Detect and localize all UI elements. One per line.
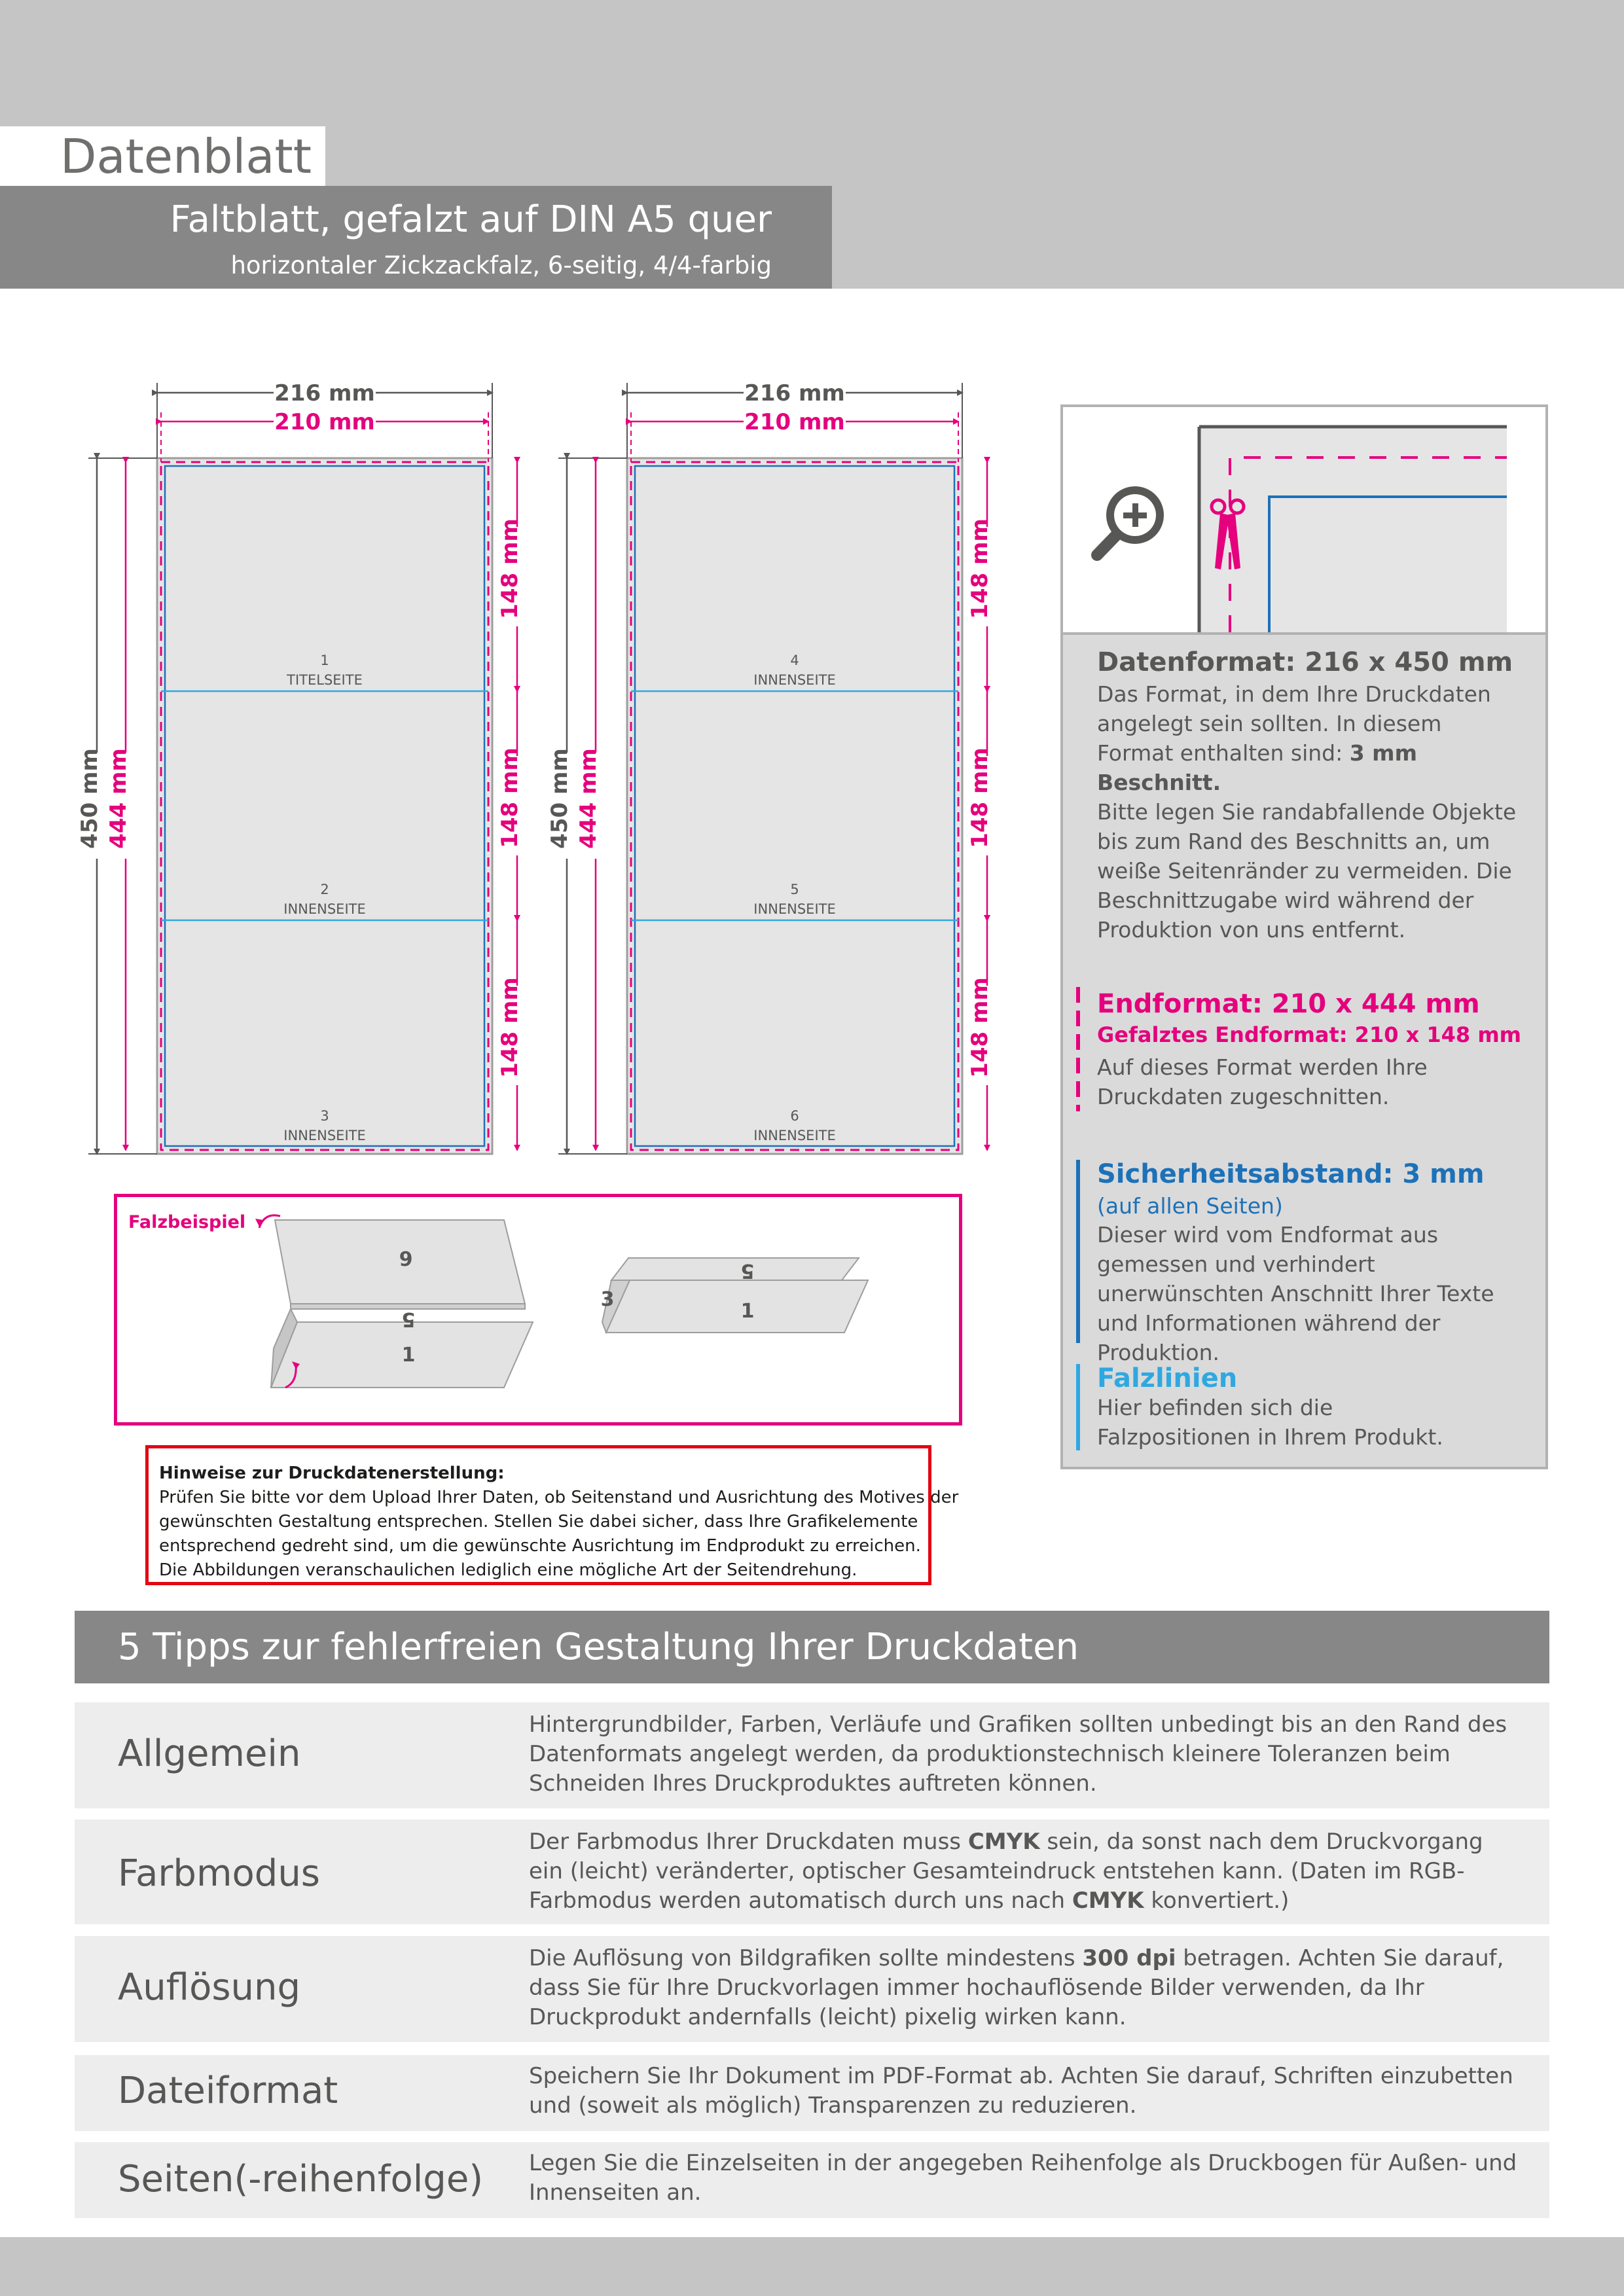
panel-number: 1 <box>320 653 329 668</box>
sicherheit-bar <box>1076 1160 1080 1343</box>
tip-row <box>75 2055 1549 2131</box>
hint-line: entsprechend gedreht sind, um die gewünschte Ausrichtung im Endprodukt zu erreichen. <box>159 1536 921 1556</box>
svg-text:1: 1 <box>740 1300 755 1323</box>
tip-text: Hintergrundbilder, Farben, Verläufe und Grafiken sollten unbedingt bis an den Rand des Datenformats angelegt werden, da produktionstechnisch kleinere Toleranzen beim Schneiden Ihres Druckproduktes auftreten können. <box>529 1712 1507 1797</box>
tip-label: Seiten(-reihenfolge) <box>118 2158 484 2200</box>
sicherheit-title: Sicherheitsabstand: 3 mm <box>1097 1159 1485 1189</box>
width-outer-label: 216 mm <box>744 380 845 406</box>
sicherheit-subtitle: (auf allen Seiten) <box>1097 1193 1283 1219</box>
format-diagram <box>0 367 1021 1178</box>
tip-label: Dateiformat <box>118 2070 338 2112</box>
svg-text:6: 6 <box>399 1246 413 1269</box>
tip-text: Die Auflösung von Bildgrafiken sollte mindestens 300 dpi betragen. Achten Sie darauf, dass Sie für Ihre Druckvorlagen immer hochauflösende Bilder verwenden, da Ihr Druckprodukt andernfalls (leicht) pixelig wirken kann. <box>529 1945 1504 2030</box>
hint-line: gewünschten Gestaltung entsprechen. Stellen Sie dabei sicher, dass Ihre Grafikelemente <box>159 1512 918 1532</box>
height-inner-label: 444 mm <box>575 748 602 849</box>
tip-text: Der Farbmodus Ihrer Druckdaten muss CMYK sein, da sonst nach dem Druckvorgang ein (leicht) veränderter, optischer Gesamteindruck entstehen kann. (Daten im RGB-Farbmodus werden automatisch durch uns nach CMYK konvertiert.) <box>529 1829 1483 1914</box>
svg-text:5: 5 <box>401 1308 416 1331</box>
fold-right-illustration <box>601 1258 868 1333</box>
left-sheet <box>77 378 532 1154</box>
tip-row <box>75 1702 1549 1808</box>
product-subtitle: horizontaler Zickzackfalz, 6-seitig, 4/4-farbig <box>230 251 772 279</box>
panel-label: INNENSEITE <box>283 901 366 917</box>
magnifier-plus-icon <box>1097 486 1164 555</box>
panel-label: TITELSEITE <box>287 672 363 688</box>
endformat-text: Auf dieses Format werden Ihre Druckdaten zugeschnitten. <box>1097 1054 1428 1109</box>
width-inner-label: 210 mm <box>274 409 375 435</box>
panel-label: INNENSEITE <box>753 672 836 688</box>
hint-line: Prüfen Sie bitte vor dem Upload Ihrer Daten, ob Seitenstand und Ausrichtung des Motives der <box>159 1488 959 1507</box>
panel-height-label: 148 mm <box>497 518 523 619</box>
panel-height-label: 148 mm <box>967 518 993 619</box>
panel-label: INNENSEITE <box>753 901 836 917</box>
tip-row <box>75 2142 1549 2218</box>
tip-row <box>75 1820 1549 1924</box>
hint-box <box>145 1445 959 1585</box>
sicherheit-text: Dieser wird vom Endformat aus gemessen und verhindert unerwünschten Anschnitt Ihrer Texte und Informationen während der Produktion. <box>1097 1222 1494 1365</box>
fold-illustration <box>114 1194 962 1426</box>
hint-title: Hinweise zur Druckdatenerstellung: <box>159 1463 505 1483</box>
panel-height-label: 148 mm <box>497 977 523 1078</box>
page-title: Datenblatt <box>60 129 312 184</box>
tip-row <box>75 1936 1549 2042</box>
fold-left-illustration <box>255 1194 533 1388</box>
height-outer-label: 450 mm <box>547 748 573 849</box>
tip-label: Auflösung <box>118 1966 301 2009</box>
endformat-title: Endformat: 210 x 444 mm <box>1097 989 1480 1019</box>
bleed-area <box>157 458 492 1154</box>
panel-number: 6 <box>790 1108 799 1124</box>
bleed-area <box>627 458 962 1154</box>
tip-label: Farbmodus <box>118 1852 320 1895</box>
tips-heading: 5 Tipps zur fehlerfreien Gestaltung Ihrer Druckdaten <box>118 1626 1079 1668</box>
zoom-detail-graphic <box>1063 407 1545 632</box>
panel-number: 5 <box>790 882 799 897</box>
svg-text:5: 5 <box>740 1259 755 1282</box>
product-title: Faltblatt, gefalzt auf DIN A5 quer <box>170 198 772 241</box>
width-outer-label: 216 mm <box>274 380 375 406</box>
tip-text: Speichern Sie Ihr Dokument im PDF-Format ab. Achten Sie darauf, Schriften einzubetten und (soweit als möglich) Transparenzen zu reduzieren. <box>529 2063 1513 2119</box>
falzlinien-text: Hier befinden sich die Falzpositionen in Ihrem Produkt. <box>1097 1395 1443 1450</box>
svg-text:3: 3 <box>600 1288 615 1311</box>
datenformat-title: Datenformat: 216 x 450 mm <box>1097 647 1513 677</box>
panel-height-label: 148 mm <box>967 747 993 848</box>
datenformat-note: Bitte legen Sie randabfallende Objekte bis zum Rand des Beschnitts an, um weiße Seitenränder zu vermeiden. Die Beschnittzugabe wird während der Produktion von uns entfernt. <box>1097 799 1517 942</box>
height-outer-label: 450 mm <box>77 748 103 849</box>
footer-band <box>0 2237 1624 2296</box>
panel-number: 4 <box>790 653 799 668</box>
datenformat-text: Das Format, in dem Ihre Druckdaten angelegt sein sollten. In diesem Format enthalten sind: 3 mm Beschnitt. <box>1097 681 1491 795</box>
panel-label: INNENSEITE <box>753 1128 836 1143</box>
falzlinien-bar <box>1076 1364 1080 1450</box>
fold-example-label: Falzbeispiel <box>128 1212 246 1232</box>
endformat-bar <box>1076 987 1080 1111</box>
panel-label: INNENSEITE <box>283 1128 366 1143</box>
panel-number: 2 <box>320 882 329 897</box>
tip-text: Legen Sie die Einzelseiten in der angegeben Reihenfolge als Druckbogen für Außen- und Innenseiten an. <box>529 2150 1517 2206</box>
tip-label: Allgemein <box>118 1732 301 1775</box>
panel-height-label: 148 mm <box>497 747 523 848</box>
panel-height-label: 148 mm <box>967 977 993 1078</box>
svg-text:1: 1 <box>401 1344 416 1367</box>
width-inner-label: 210 mm <box>744 409 845 435</box>
endformat-subtitle: Gefalztes Endformat: 210 x 148 mm <box>1097 1022 1522 1047</box>
hint-line: Die Abbildungen veranschaulichen lediglich eine mögliche Art der Seitendrehung. <box>159 1560 857 1580</box>
panel-number: 3 <box>320 1108 329 1124</box>
falzlinien-title: Falzlinien <box>1097 1363 1238 1393</box>
right-sheet <box>547 378 1001 1154</box>
height-inner-label: 444 mm <box>105 748 132 849</box>
